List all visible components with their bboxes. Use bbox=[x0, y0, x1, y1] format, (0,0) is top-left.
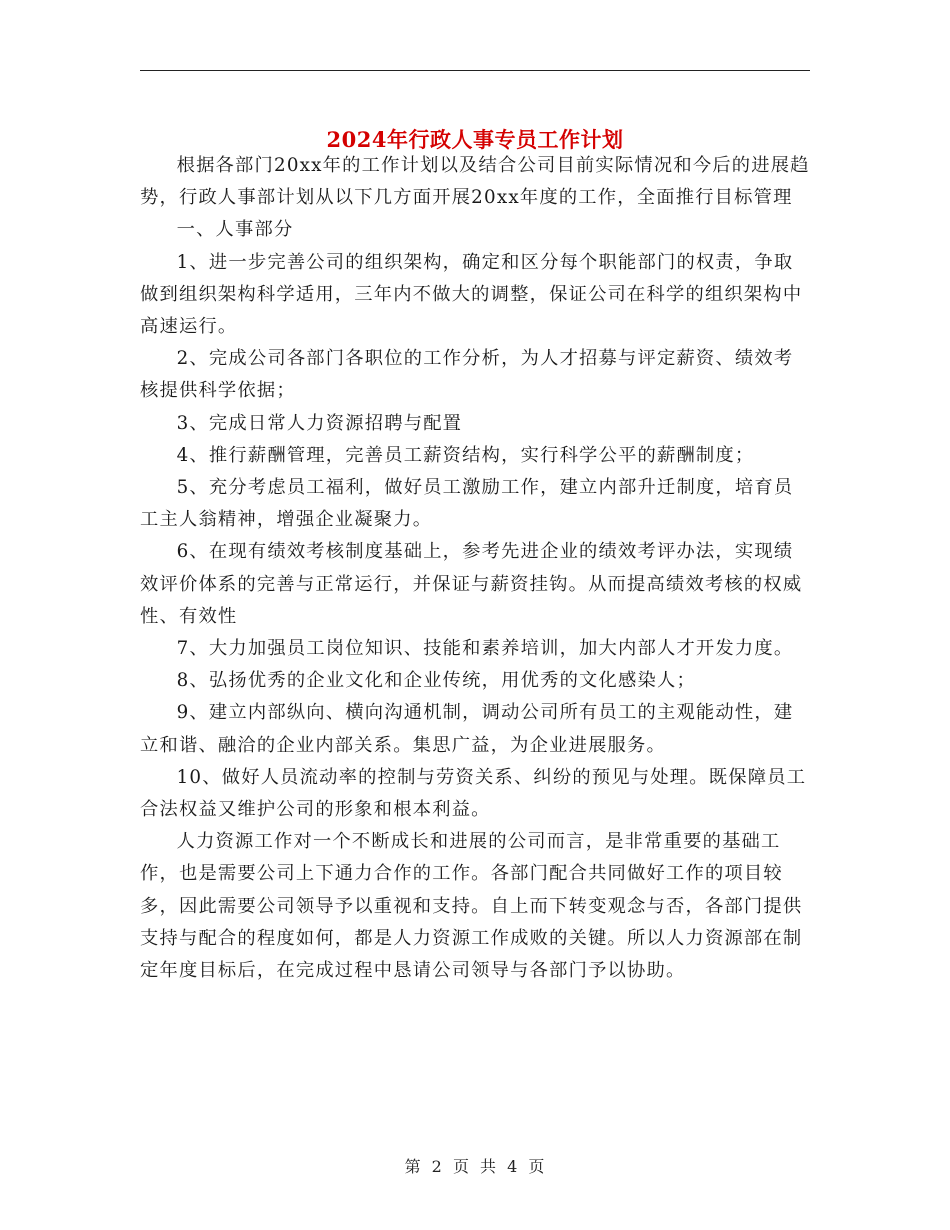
list-item-10: 10、做好人员流动率的控制与劳资关系、纠纷的预见与处理。既保障员工合法权益又维护公司的形象和根本利益。 bbox=[140, 766, 807, 821]
list-item-9: 9、建立内部纵向、横向沟通机制，调动公司所有员工的主观能动性，建立和谐、融洽的企业内部关系。集思广益，为企业进展服务。 bbox=[140, 702, 794, 756]
list-item-3: 3、完成日常人力资源招聘与配置 bbox=[176, 412, 463, 434]
page-number-footer: 第 2 页 共 4 页 bbox=[404, 1157, 546, 1176]
document-body bbox=[140, 150, 812, 987]
document-title: 2024年行政人事专员工作计划 bbox=[326, 127, 624, 153]
list-item-2: 2、完成公司各部门各职位的工作分析，为人才招募与评定薪资、绩效考核提供科学依据； bbox=[140, 348, 794, 402]
list-item-7: 7、大力加强员工岗位知识、技能和素养培训，加大内部人才开发力度。 bbox=[176, 638, 794, 660]
list-item-1: 1、进一步完善公司的组织架构，确定和区分每个职能部门的权责，争取做到组织架构科学适用，三年内不做大的调整，保证公司在科学的组织架构中高速运行。 bbox=[140, 251, 803, 338]
closing-paragraph: 人力资源工作对一个不断成长和进展的公司而言，是非常重要的基础工作，也是需要公司上下通力合作的工作。各部门配合共同做好工作的项目较多，因此需要公司领导予以重视和支持。自上而下转变观念与否，各部门提供支持与配合的程度如何，都是人力资源工作成败的关键。所以人力资源部在制定年度目标后，在完成过程中恳请公司领导与各部门予以协助。 bbox=[140, 831, 803, 982]
list-item-4: 4、推行薪酬管理，完善员工薪资结构，实行科学公平的薪酬制度； bbox=[176, 444, 755, 466]
list-item-8: 8、弘扬优秀的企业文化和企业传统，用优秀的文化感染人； bbox=[176, 670, 696, 692]
list-item-5: 5、充分考虑员工福利，做好员工激励工作，建立内部升迁制度，培育员工主人翁精神，增强企业凝聚力。 bbox=[140, 477, 794, 531]
list-item-6: 6、在现有绩效考核制度基础上，参考先进企业的绩效考评办法，实现绩效评价体系的完善与正常运行，并保证与薪资挂钩。从而提高绩效考核的权威性、有效性 bbox=[140, 541, 803, 627]
section-heading-hr: 一、人事部分 bbox=[176, 219, 294, 241]
header-rule bbox=[140, 70, 810, 71]
intro-paragraph: 根据各部门20xx年的工作计划以及结合公司目前实际情况和今后的进展趋势，行政人事部计划从以下几方面开展20xx年度的工作，全面推行目标管理 bbox=[140, 155, 810, 209]
